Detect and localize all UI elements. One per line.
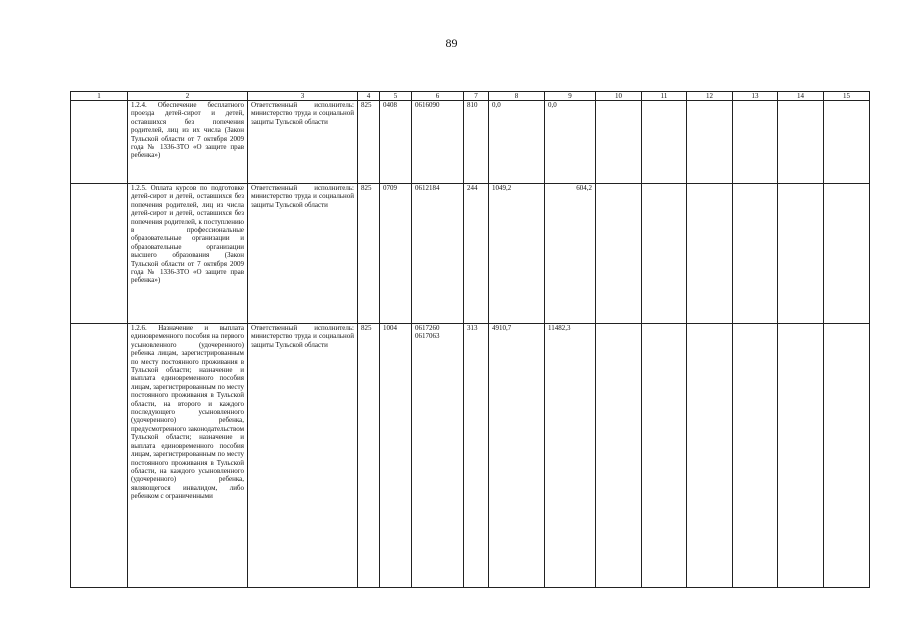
col-header-6: 6 <box>412 92 464 101</box>
table-row <box>71 101 870 184</box>
cell-col14 <box>778 324 824 588</box>
cell-value-9: 11482,3 <box>545 324 596 588</box>
col-header-5: 5 <box>380 92 412 101</box>
header-row <box>71 92 870 101</box>
table-row <box>71 324 870 588</box>
cell-col12 <box>687 101 733 184</box>
program-table <box>70 91 870 588</box>
cell-col14 <box>778 101 824 184</box>
cell-executor: Ответственный исполнитель: министерство труда и социальной защиты Тульской области <box>248 101 358 184</box>
col-header-7: 7 <box>464 92 489 101</box>
cell-value-8: 4910,7 <box>489 324 545 588</box>
cell-grbs: 825 <box>358 101 380 184</box>
col-header-10: 10 <box>596 92 642 101</box>
col-header-15: 15 <box>824 92 870 101</box>
cell-col1 <box>71 101 128 184</box>
cell-col15 <box>824 101 870 184</box>
cell-measure: 1.2.6. Назначение и выплата единовременного пособия на первого усыновленного (удочеренного) ребенка лицам, зарегистрированным по месту постоянного проживания в Тульской области; назначение и выплата единовременного пособия лицам, зарегистрированным по месту постоянного проживания в Тульской области, на второго и каждого последующего усыновленного (удочеренного) ребенка, предусмотренного законодательством Тульской области; назначение и выплата единовременного пособия лицам, зарегистрированным по месту постоянного проживания в Тульской области, на каждого усыновленного (удочеренного) ребенка, являющегося инвалидом, либо ребенком с ограниченными <box>128 324 248 588</box>
cell-col13 <box>733 101 778 184</box>
cell-col13 <box>733 324 778 588</box>
col-header-2: 2 <box>128 92 248 101</box>
cell-rzpr: 1004 <box>380 324 412 588</box>
cell-col1 <box>71 184 128 324</box>
col-header-4: 4 <box>358 92 380 101</box>
cell-col10 <box>596 101 642 184</box>
cell-measure: 1.2.5. Оплата курсов по подготовке детей-сирот и детей, оставшихся без попечения родителей, лиц из числа детей-сирот и детей, оставшихся без попечения родителей, к поступлению в профессиональные образовательные организации и образовательные организации высшего образования (Закон Тульской области от 7 октября 2009 года № 1336-ЗТО «О защите прав ребенка») <box>128 184 248 324</box>
col-header-11: 11 <box>642 92 687 101</box>
cell-vr: 244 <box>464 184 489 324</box>
col-header-12: 12 <box>687 92 733 101</box>
table-row <box>71 184 870 324</box>
col-header-8: 8 <box>489 92 545 101</box>
cell-rzpr: 0408 <box>380 101 412 184</box>
cell-col14 <box>778 184 824 324</box>
cell-grbs: 825 <box>358 184 380 324</box>
cell-vr: 313 <box>464 324 489 588</box>
cell-col11 <box>642 324 687 588</box>
cell-value-9: 0,0 <box>545 101 596 184</box>
col-header-3: 3 <box>248 92 358 101</box>
cell-rzpr: 0709 <box>380 184 412 324</box>
cell-value-9: 604,2 <box>545 184 596 324</box>
cell-col11 <box>642 184 687 324</box>
cell-csr: 0617260 0617063 <box>412 324 464 588</box>
cell-col11 <box>642 101 687 184</box>
col-header-1: 1 <box>71 92 128 101</box>
cell-executor: Ответственный исполнитель: министерство труда и социальной защиты Тульской области <box>248 324 358 588</box>
cell-col1 <box>71 324 128 588</box>
cell-col13 <box>733 184 778 324</box>
cell-measure: 1.2.4. Обеспечение бесплатного проезда детей-сирот и детей, оставшихся без попечения родителей, лиц из их числа (Закон Тульской области от 7 октября 2009 года № 1336-ЗТО «О защите прав ребенка») <box>128 101 248 184</box>
cell-csr: 0616090 <box>412 101 464 184</box>
cell-col12 <box>687 324 733 588</box>
col-header-13: 13 <box>733 92 778 101</box>
cell-grbs: 825 <box>358 324 380 588</box>
cell-col10 <box>596 324 642 588</box>
cell-col12 <box>687 184 733 324</box>
cell-col15 <box>824 324 870 588</box>
cell-vr: 810 <box>464 101 489 184</box>
page-number: 89 <box>445 36 458 50</box>
cell-value-8: 1049,2 <box>489 184 545 324</box>
col-header-14: 14 <box>778 92 824 101</box>
cell-csr: 0612184 <box>412 184 464 324</box>
col-header-9: 9 <box>545 92 596 101</box>
cell-col10 <box>596 184 642 324</box>
cell-col15 <box>824 184 870 324</box>
cell-value-8: 0,0 <box>489 101 545 184</box>
cell-executor: Ответственный исполнитель: министерство труда и социальной защиты Тульской области <box>248 184 358 324</box>
